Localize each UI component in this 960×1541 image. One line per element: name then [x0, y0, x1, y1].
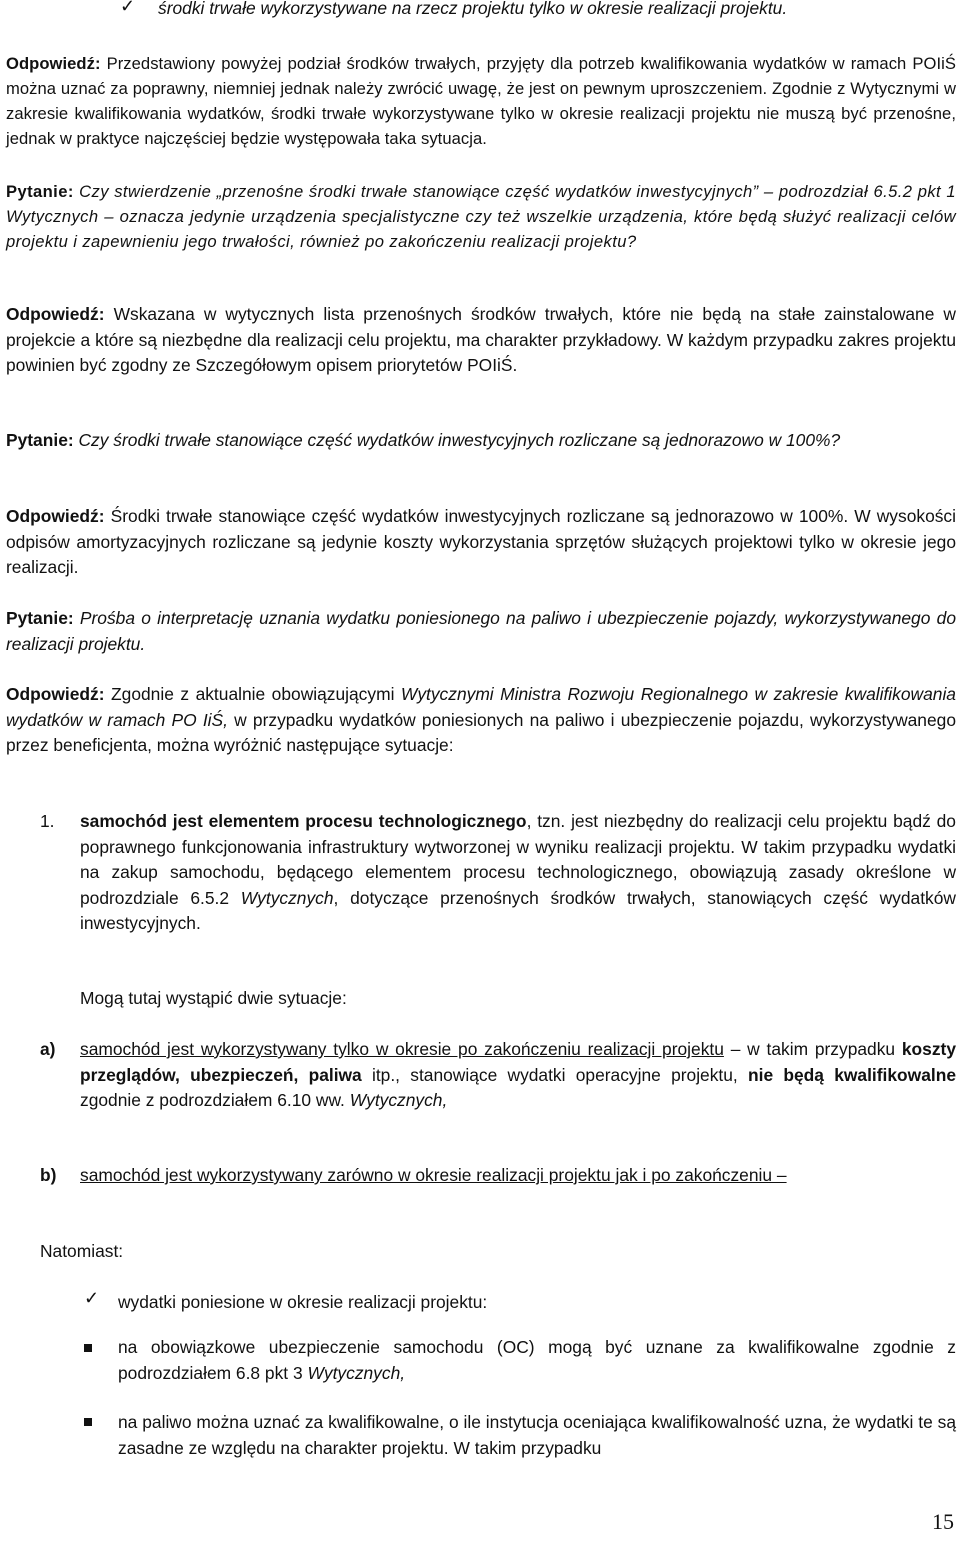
item-a-text3: zgodnie z podrozdziałem 6.10 ww. [80, 1090, 350, 1110]
answer-label: Odpowiedź: [6, 506, 105, 526]
item-1-ital: Wytycznych [240, 887, 334, 908]
answer-1-line1: Przedstawiony powyżej podział środków trwałych, przyjęty dla potrzeb kwalifikowania [106, 54, 748, 73]
item-a [80, 1037, 956, 1114]
answer-2 [6, 302, 956, 379]
question-label: Pytanie: [6, 182, 74, 201]
check-icon: ✓ [120, 0, 136, 16]
item-1-text2: , dotyczące przenośnych środków trwałych, stanowiących część wydatków inwestycyjnych. [80, 887, 956, 933]
top-list-item: środki trwałe wykorzystywane na rzecz projektu tylko w okresie realizacji projektu. [158, 0, 788, 18]
item-b [80, 1163, 956, 1189]
answer-2-text: Wskazana w wytycznych lista przenośnych środków trwałych, które nie będą na stałe zainstalowane w projekcie a które są niezbędne dla realizacji celu projektu, ma charakter przykładowy. W każdym przypadku zakres projektu powinien być zgodny ze Szczegółowym opisem priorytetów POIiŚ. [6, 304, 956, 375]
question-label: Pytanie: [6, 430, 74, 450]
item-1-number: 1. [40, 811, 55, 831]
answer-3 [6, 504, 956, 581]
answer-label: Odpowiedź: [6, 304, 105, 324]
check-icon: ✓ [84, 1288, 100, 1308]
item-1 [80, 809, 956, 937]
question-3-text: Czy środki trwałe stanowiące część wydatków inwestycyjnych rozliczane są jednorazowo w 100%? [78, 430, 841, 450]
question-4-text: Prośba o interpretację uznania wydatku poniesionego na paliwo i ubezpieczenie pojazdy, wykorzystywanego do realizacji projektu. [6, 608, 956, 654]
question-2 [6, 179, 956, 254]
answer-label: Odpowiedź: [6, 54, 101, 73]
question-3 [6, 428, 956, 454]
check-item-2: wydatki poniesione w okresie realizacji projektu: [118, 1292, 488, 1312]
two-situations-text: Mogą tutaj wystąpić dwie sytuacje: [80, 988, 347, 1008]
question-2-text: Czy stwierdzenie „przenośne środki trwałe stanowiące część wydatków inwestycyjnych” – podrozdział 6.5.2 pkt 1 Wytycznych – oznacza jedynie urządzenia specjalistyczne czy też wszelkie urządzenia, które będą służyć realizacji celów projektu i zapewnieniu jego trwałości, również po zakończeniu realizacji projektu? [6, 182, 957, 251]
item-a-text2: itp., stanowiące wydatki operacyjne projektu, [361, 1064, 749, 1085]
bullet-item-1 [118, 1335, 956, 1386]
bullet-1-ital: Wytycznych, [307, 1362, 406, 1383]
bullet-item-2: na paliwo można uznać za kwalifikowalne, o ile instytucja oceniająca kwalifikowalność uzna, że wydatki te są zasadne ze względu na charakter projektu. W takim przypadku [118, 1412, 956, 1458]
question-4 [6, 606, 956, 657]
item-a-ital: Wytycznych, [349, 1090, 448, 1110]
page-number: 15 [932, 1509, 954, 1534]
answer-label: Odpowiedź: [6, 684, 105, 704]
question-label: Pytanie: [6, 608, 74, 628]
item-a-underlined: samochód jest wykorzystywany tylko w okresie po zakończeniu realizacji projektu [80, 1039, 724, 1059]
answer-4-guidelines: Wytycznymi Ministra Rozwoju Regionalnego w zakresie kwalifikowania wydatków w ramach PO IiŚ, [6, 684, 956, 730]
item-a-bold2: nie będą kwalifikowalne [748, 1064, 956, 1085]
answer-1 [6, 51, 956, 151]
item-a-bold1: koszty przeglądów, ubezpieczeń, paliwa [80, 1039, 956, 1085]
item-1-text1: , tzn. jest niezbędny do realizacji celu projektu bądź do poprawnego funkcjonowania infrastruktury wytworzonej w wyniku realizacji projektu. W takim przypadku wydatki na zakup samochodu, będącego elementem procesu technologicznego, obowiązują zasady określone w podrozdziale 6.5.2 [80, 811, 956, 908]
answer-3-text: Środki trwałe stanowiące część wydatków inwestycyjnych rozliczane są jednorazowo w 100%. W wysokości odpisów amortyzacyjnych rozliczane są jedynie koszty wykorzystania sprzętów służących projektowi tylko w okresie jego realizacji. [6, 506, 956, 577]
answer-1-body: wydatków w ramach POIiŚ można uznać za poprawny, niemniej jednak należy zwrócić uwagę, że jest on pewnym uproszczeniem. Zgodnie z Wytycznymi w zakresie kwalifikowania wydatków, środki trwałe wykorzystywane tylko w okresie realizacji projektu nie muszą być przenośne, jednak w praktyce najczęściej będzie występowała taka sytuacja. [6, 54, 956, 148]
answer-4-part1: Zgodnie z aktualnie obowiązującymi [111, 684, 401, 704]
answer-4 [6, 682, 956, 759]
answer-4-part3: w przypadku wydatków poniesionych na paliwo i ubezpieczenie pojazdu, wykorzystywanego przez beneficjenta, można wyróżnić następujące sytuacje: [6, 709, 956, 755]
square-bullet-icon [84, 1344, 92, 1352]
bullet-1-text: na obowiązkowe ubezpieczenie samochodu (OC) mogą być uznane za kwalifikowalne zgodnie z podrozdziałem 6.8 pkt 3 [118, 1337, 956, 1383]
item-a-text1: – w takim przypadku [723, 1039, 902, 1059]
square-bullet-icon [84, 1418, 92, 1426]
item-a-label: a) [40, 1039, 56, 1059]
natomiast-text: Natomiast: [40, 1241, 124, 1261]
item-b-underlined: samochód jest wykorzystywany zarówno w okresie realizacji projektu jak i po zakończeniu – [80, 1165, 787, 1185]
item-1-bold: samochód jest elementem procesu technologicznego [80, 811, 527, 831]
item-b-label: b) [40, 1165, 57, 1185]
